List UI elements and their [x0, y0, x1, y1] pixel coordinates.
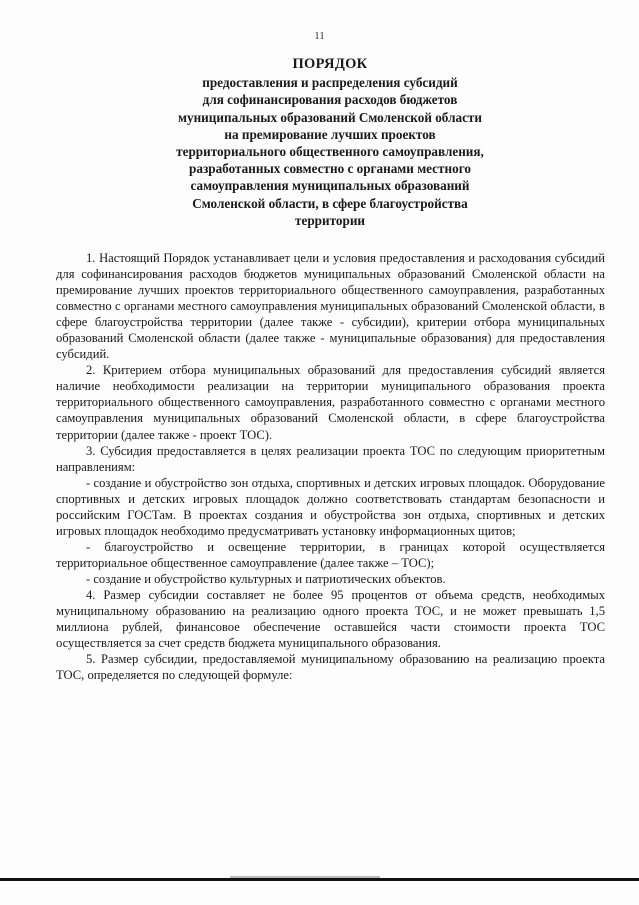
list-item-cultural-objects: - создание и обустройство культурных и патриотических объектов.: [86, 571, 446, 586]
paragraph-4: 4. Размер субсидии составляет не более 95 процентов от объема средств, необходимых муниципальному образованию на реализацию одного проекта ТОС, и не может превышать 1,5 миллиона рублей, финансовое обеспечение оставшейся части стоимости проекта ТОС осуществляется за счет средств бюджета муниципального образования.: [56, 587, 605, 651]
title-line: предоставления и распределения субсидий: [202, 75, 458, 91]
document-title-block: [60, 56, 600, 229]
title-line: на премирование лучших проектов: [224, 126, 436, 142]
title-line: Смоленской области, в сфере благоустройства: [192, 195, 468, 211]
title-line: территориального общественного самоуправления,: [176, 144, 484, 160]
document-body: [56, 250, 605, 683]
title-line: территории: [294, 212, 366, 228]
paragraph-1: 1. Настоящий Порядок устанавливает цели и условия предоставления и расходования субсидий для софинансирования расходов бюджетов муниципальных образований Смоленской области на премирование лучших проектов территориального общественного самоуправления, разработанных совместно с органами местного самоуправления муниципальных образований Смоленской области, в сфере благоустройства территории (далее также - субсидии), критерии отбора муниципальных образований Смоленской области (далее также - муниципальные образования) для предоставления субсидий.: [56, 251, 605, 362]
title-line: разработанных совместно с органами местного: [189, 161, 471, 177]
paragraph-3: 3. Субсидия предоставляется в целях реализации проекта ТОС по следующим приоритетным направлениям:: [56, 443, 605, 474]
title-line: муниципальных образований Смоленской области: [178, 109, 482, 125]
list-item-recreation-zones: - создание и обустройство зон отдыха, спортивных и детских игровых площадок. Оборудование спортивных и детских игровых площадок должно соответствовать стандартам безопасности и российским ГОСТам. В проектах создания и обустройства зон отдыха, спортивных и детских игровых площадок необходимо предусматривать установку информационных щитов;: [56, 475, 605, 538]
paragraph-2: 2. Критерием отбора муниципальных образований для предоставления субсидий является наличие необходимости реализации на территории муниципального образования проекта территориального общественного самоуправления, разработанного совместно с органами местного самоуправления муниципальных образований Смоленской области, в сфере благоустройства территории (далее также - проект ТОС).: [56, 363, 605, 442]
scan-bottom-border: [0, 878, 639, 881]
paragraph-5: 5. Размер субсидии, предоставляемой муниципальному образованию на реализацию проекта ТОС, определяется по следующей формуле:: [56, 652, 605, 683]
title-line: самоуправления муниципальных образований: [190, 178, 470, 194]
title-line: для софинансирования расходов бюджетов: [202, 92, 458, 108]
document-heading: ПОРЯДОК: [292, 56, 368, 72]
list-item-lighting: - благоустройство и освещение территории, в границах которой осуществляется территориальное общественное самоуправление (далее также – ТОС);: [56, 539, 605, 570]
page-number: 11: [314, 30, 325, 42]
